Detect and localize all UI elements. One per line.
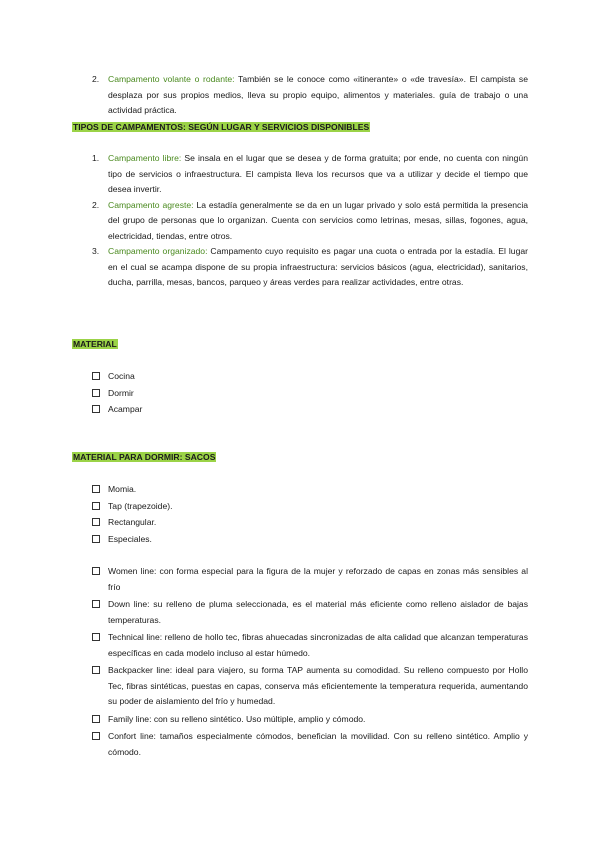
checklist-shapes	[92, 482, 528, 547]
checklist-item[interactable]: Backpacker line: ideal para viajero, su forma TAP aumenta su comodidad. Su relleno compuesto por Hollo Tec, fibras sintéticas, puestas en capas, conserva más eficientemente la temperatura requerida, aumentando su poder de aislamiento del frío y humedad.	[92, 663, 528, 710]
checkbox[interactable]	[92, 732, 100, 740]
checklist-item[interactable]: Acampar	[92, 402, 528, 418]
numbered-list-tipos	[92, 151, 528, 291]
checklist-item[interactable]: Especiales.	[92, 532, 528, 548]
item-text: También se le conoce como «itinerante» o «de travesía». El campista se desplaza por sus propios medios, lleva su propio equipo, alimentos y materiales. guía de trabajo o una actividad práctica.	[108, 74, 529, 115]
list-item	[92, 72, 528, 119]
checkbox[interactable]	[92, 715, 100, 723]
list-item: 3. Campamento organizado: Campamento cuyo requisito es pagar una cuota o entrada por la estadía. El lugar en el cual se acampa dispone de su propia infraestructura: servicios básicos (agua, electricidad), sanitarios, ducha, parrilla, mesas, bancos, parqueo y áreas verdes para realizar actividades, entre otras.	[92, 246, 528, 287]
checklist-material	[92, 369, 528, 418]
checkbox[interactable]	[92, 502, 100, 510]
numbered-list-top	[92, 72, 528, 119]
checklist-item[interactable]: Dormir	[92, 386, 528, 402]
checklist-item[interactable]: Rectangular.	[92, 515, 528, 531]
checkbox[interactable]	[92, 535, 100, 543]
checklist-item[interactable]: Technical line: relleno de hollo tec, fibras ahuecadas sincronizadas de alta calidad que alcanzan temperaturas específicas en cada modelo incluso al estar húmedo.	[92, 630, 528, 661]
section-heading-tipos: TIPOS DE CAMPAMENTOS: SEGÚN LUGAR Y SERVICIOS DISPONIBLES	[73, 122, 370, 132]
checklist-item[interactable]: Tap (trapezoide).	[92, 499, 528, 515]
checklist-item[interactable]: Family line: con su relleno sintético. Uso múltiple, amplio y cómodo.	[92, 712, 528, 728]
checkbox[interactable]	[92, 518, 100, 526]
checklist-item[interactable]: Confort line: tamaños especialmente cómodos, benefician la movilidad. Con su relleno sintético. Amplio y cómodo.	[92, 729, 528, 760]
checklist-item[interactable]: Cocina	[92, 369, 528, 385]
checklist-lines	[92, 564, 528, 760]
checkbox[interactable]	[92, 666, 100, 674]
list-item: 1. Campamento libre: Se insala en el lugar que se desea y de forma gratuita; por ende, no cuenta con ningún tipo de servicios o infraestructura. El campista lleva los recursos que va a utilizar y decide el tiempo que desea invertir.	[92, 153, 528, 194]
checklist-item[interactable]: Women line: con forma especial para la figura de la mujer y reforzado de capas en zonas más sensibles al frío	[92, 564, 528, 595]
section-heading-material: MATERIAL	[73, 339, 117, 349]
checklist-item[interactable]: Momia.	[92, 482, 528, 498]
checkbox[interactable]	[92, 405, 100, 413]
checklist-item[interactable]: Down line: su relleno de pluma seleccionada, es el material más eficiente como relleno aislador de bajas temperaturas.	[92, 597, 528, 628]
checkbox[interactable]	[92, 372, 100, 380]
checkbox[interactable]	[92, 633, 100, 641]
checkbox[interactable]	[92, 600, 100, 608]
item-label: Campamento volante o rodante:	[108, 74, 235, 84]
checkbox[interactable]	[92, 567, 100, 575]
checkbox[interactable]	[92, 485, 100, 493]
section-heading-sacos: MATERIAL PARA DORMIR: SACOS	[73, 452, 216, 462]
list-item: 2. Campamento agreste: La estadía generalmente se da en un lugar privado y solo está permitida la presencia del grupo de personas que lo organizan. Cuenta con servicios como letrinas, mesas, sillas, fogones, agua, electricidad, tiendas, entre otros.	[92, 199, 529, 241]
checkbox[interactable]	[92, 389, 100, 397]
item-number: 2.	[92, 74, 100, 84]
